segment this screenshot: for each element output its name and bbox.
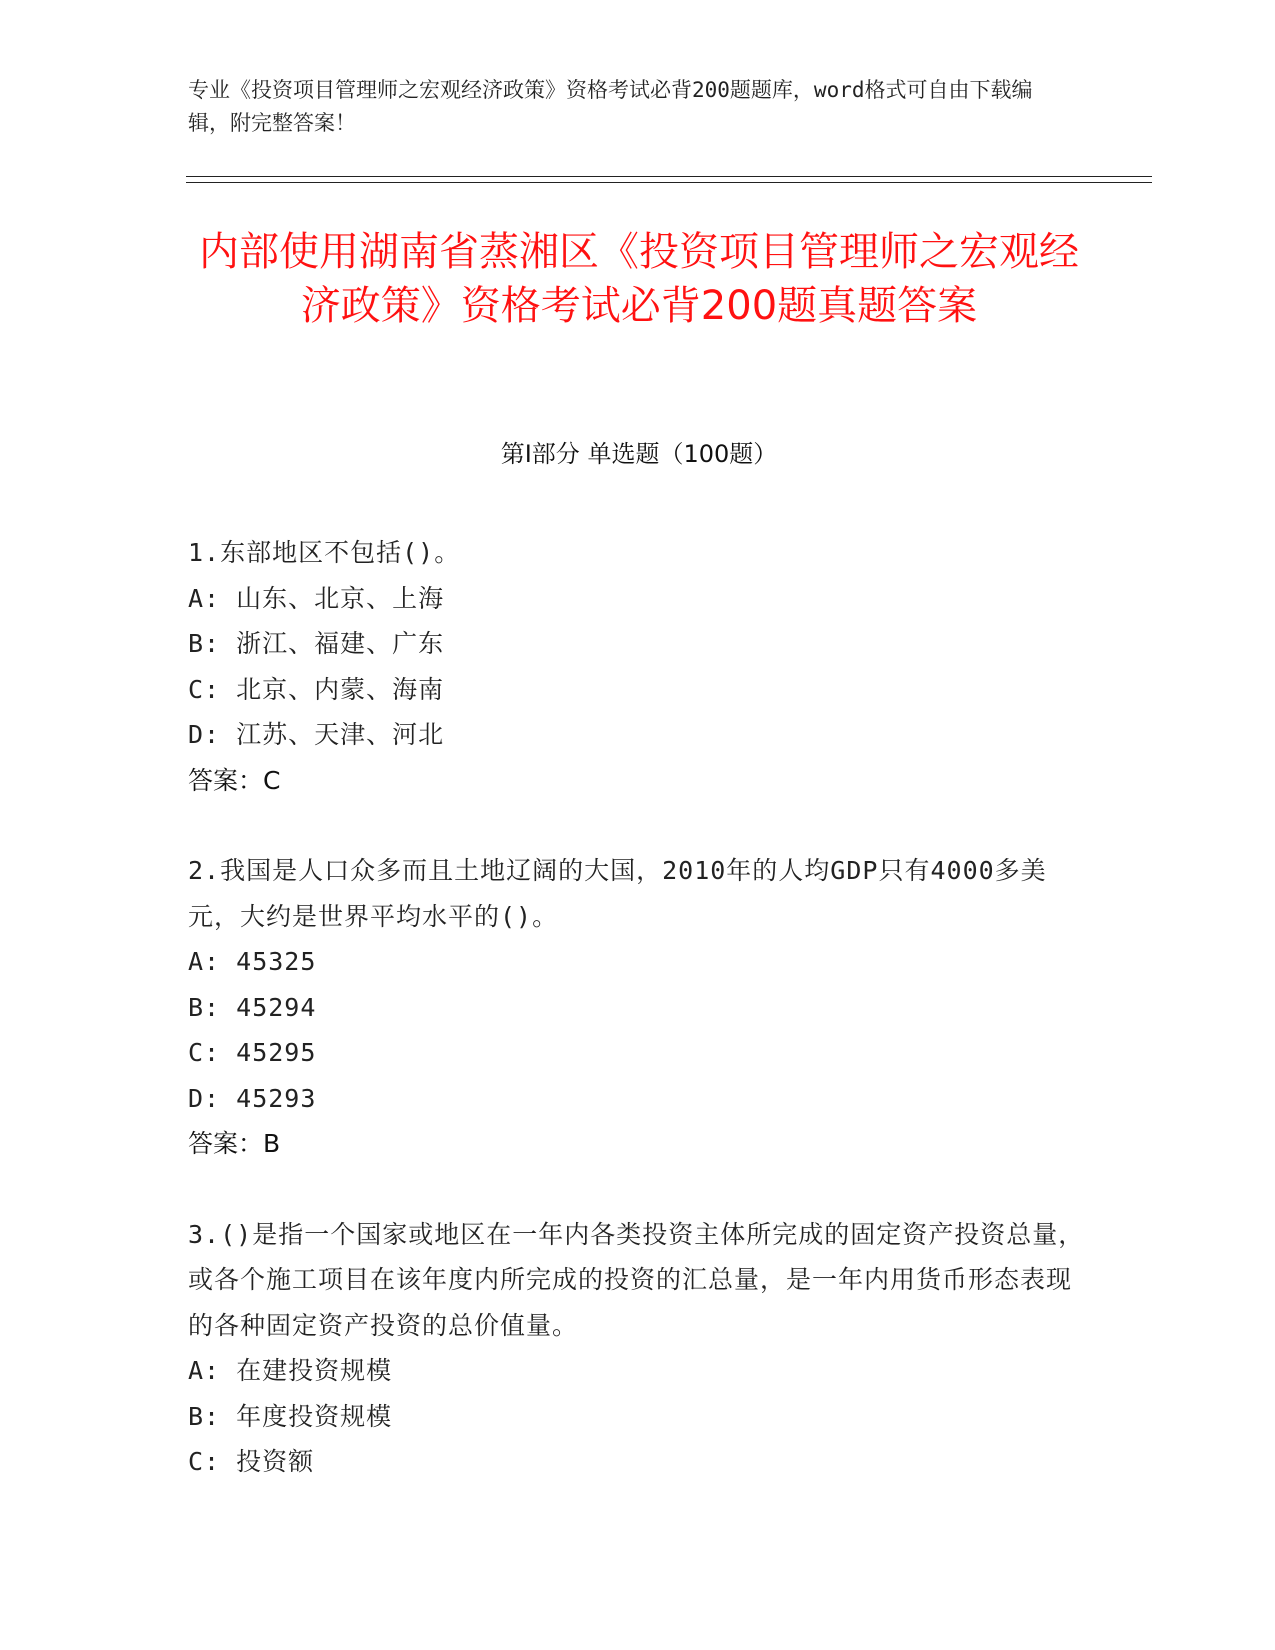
answer: 答案：C	[188, 765, 281, 795]
option-a: A: 山东、北京、上海	[188, 583, 445, 613]
option-d: D: 45293	[188, 1083, 317, 1113]
header-note: 专业《投资项目管理师之宏观经济政策》资格考试必背200题题库，word格式可自由下载编辑，附完整答案！	[188, 78, 1033, 135]
question-list	[188, 530, 1088, 1530]
answer: 答案：B	[188, 1129, 281, 1158]
question-1	[188, 530, 1088, 803]
header-rule-bottom	[186, 182, 1152, 183]
question-stem: 3.()是指一个国家或地区在一年内各类投资主体所完成的固定资产投资总量，或各个施工项目在该年度内所完成的投资的汇总量，是一年内用货币形态表现的各种固定资产投资的总价值量。	[188, 1219, 1085, 1340]
question-stem: 2.我国是人口众多而且土地辽阔的大国，2010年的人均GDP只有4000多美元，大约是世界平均水平的()。	[188, 856, 1047, 931]
option-a: A: 45325	[188, 947, 317, 976]
header-rule-top	[186, 176, 1152, 177]
option-d: D: 江苏、天津、河北	[188, 720, 445, 749]
option-c: C: 北京、内蒙、海南	[188, 674, 445, 704]
question-3	[188, 1212, 1088, 1485]
option-a: A: 在建投资规模	[188, 1356, 393, 1385]
option-b: B: 45294	[188, 992, 317, 1022]
question-stem: 1.东部地区不包括()。	[188, 538, 461, 567]
option-c: C: 投资额	[188, 1447, 315, 1476]
document-title: 内部使用湖南省蒸湘区《投资项目管理师之宏观经济政策》资格考试必背200题真题答案	[199, 229, 1079, 329]
option-b: B: 浙江、福建、广东	[188, 629, 445, 658]
option-b: B: 年度投资规模	[188, 1401, 393, 1431]
question-2	[188, 848, 1088, 1167]
option-c: C: 45295	[188, 1038, 317, 1067]
section-title: 第I部分 单选题（100题）	[500, 440, 778, 468]
